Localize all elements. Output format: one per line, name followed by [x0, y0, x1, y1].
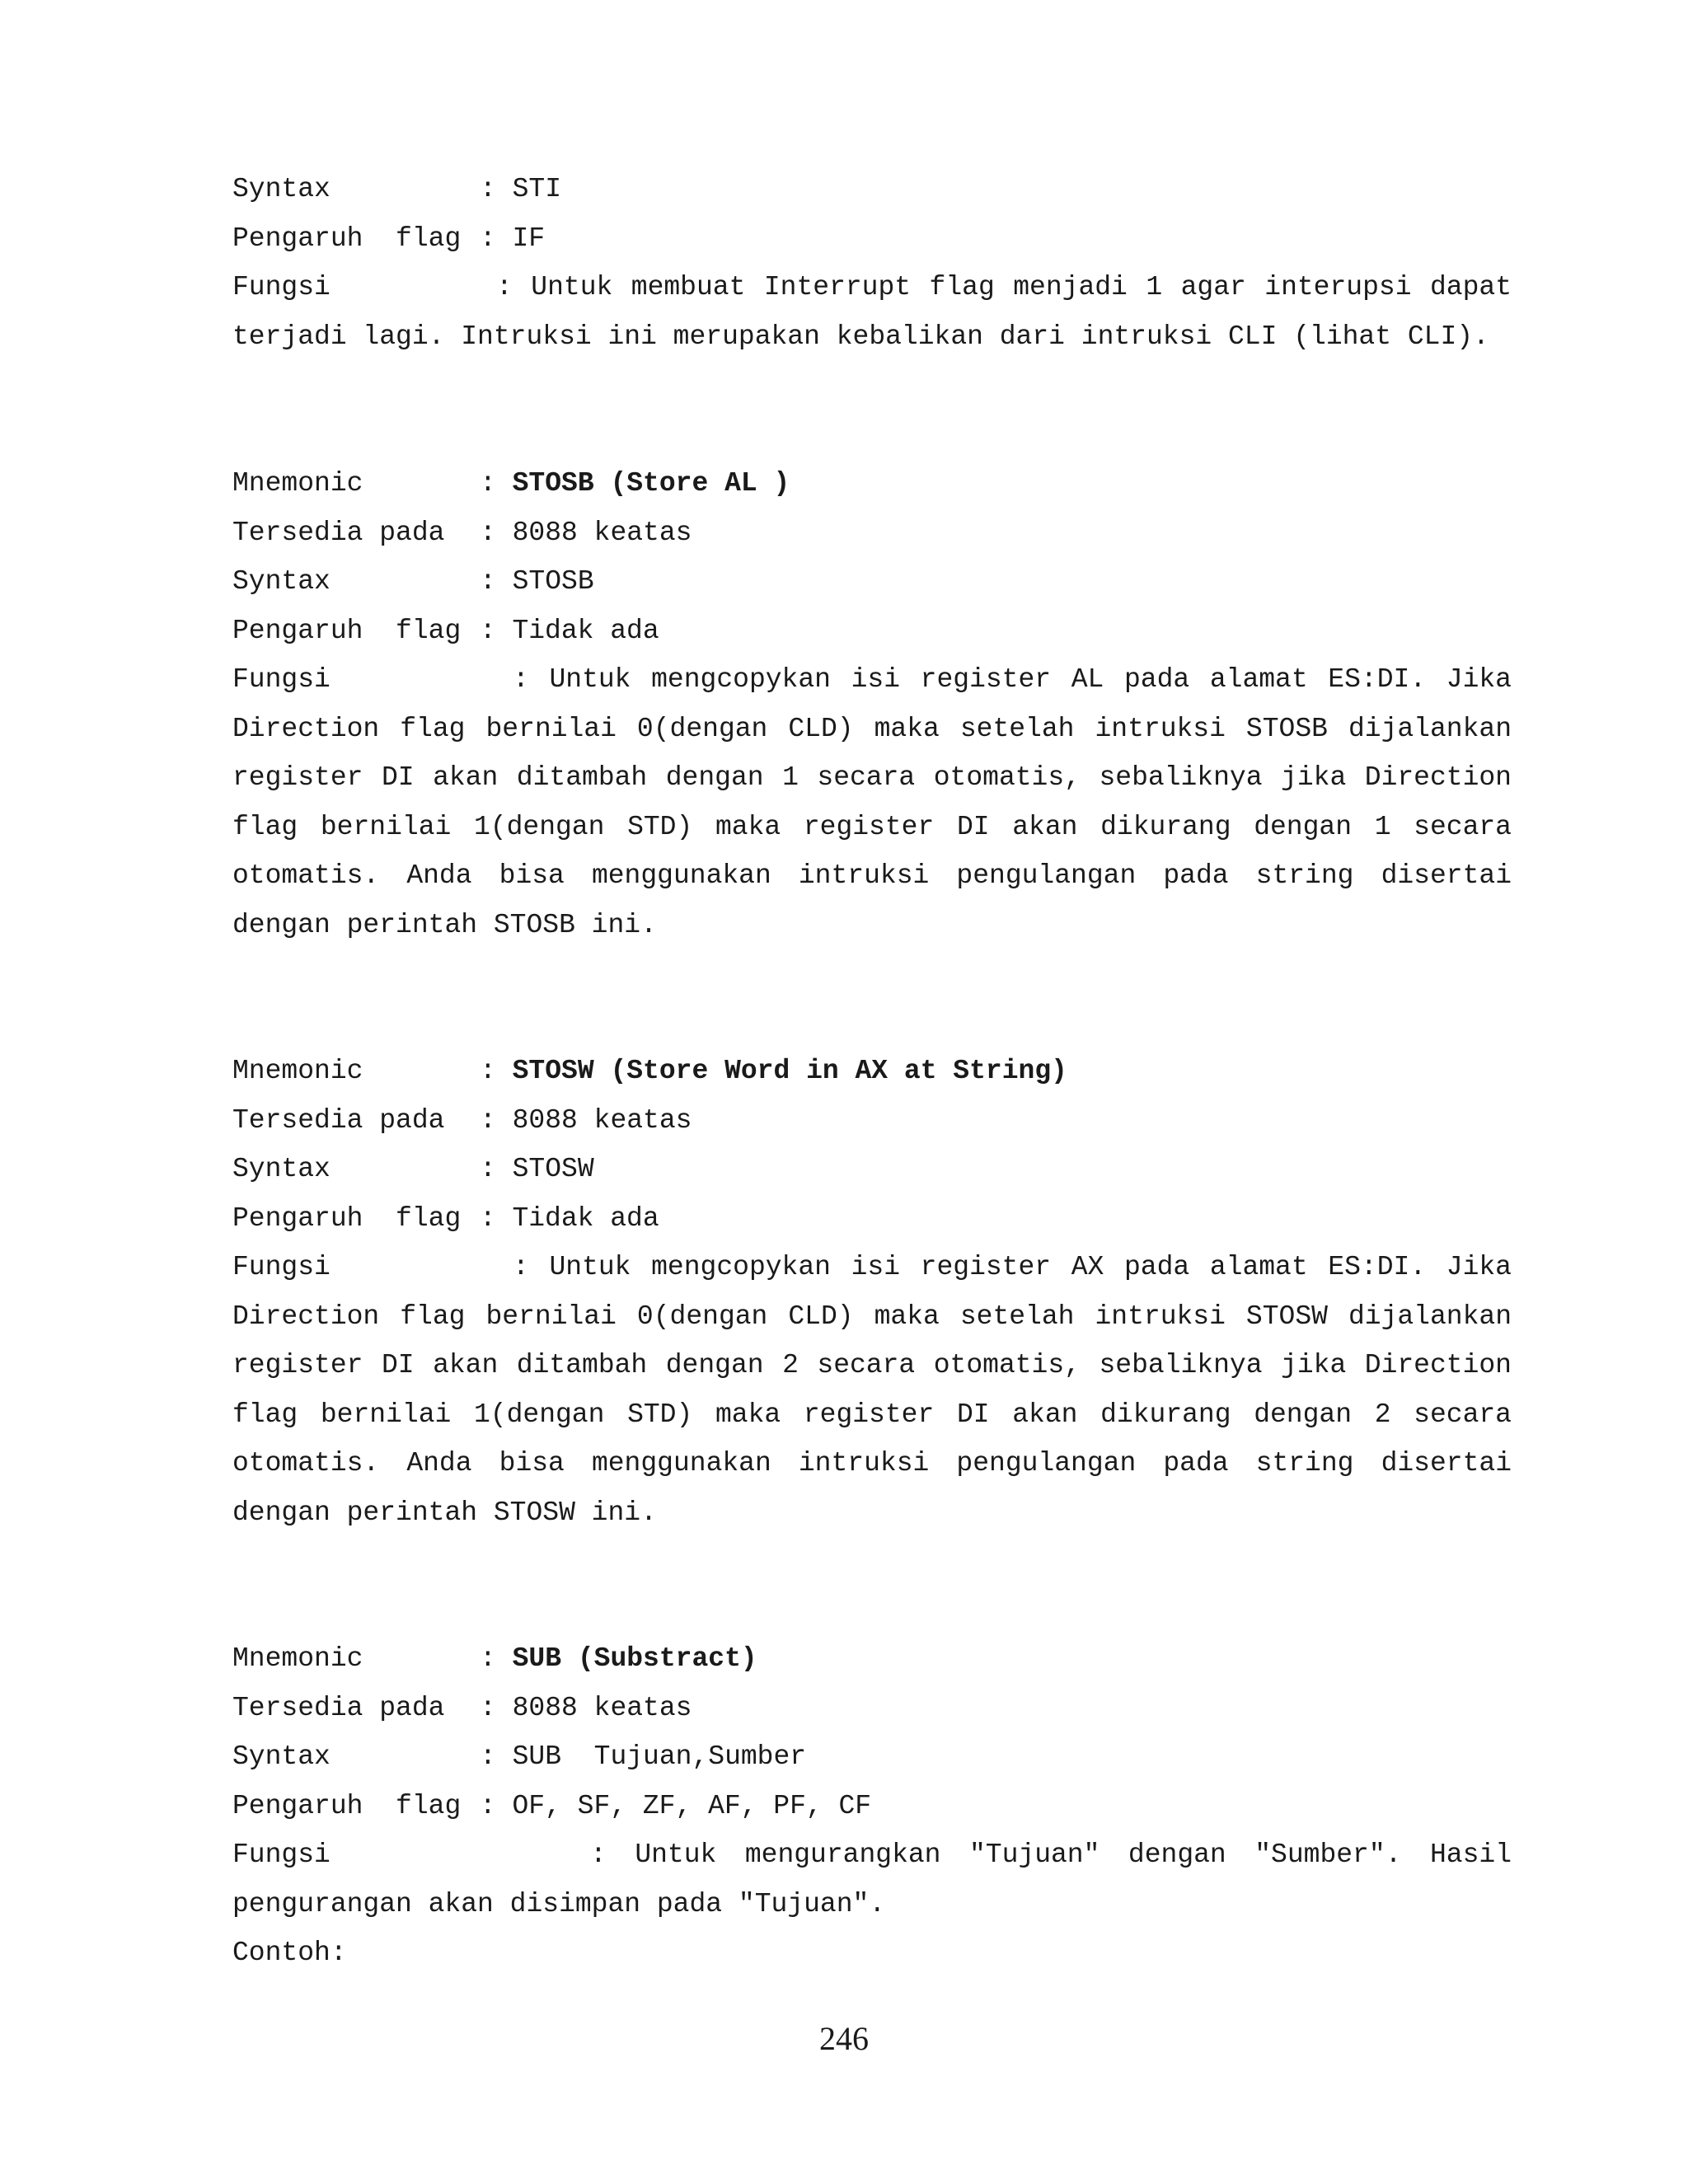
stosb-fungsi-row	[232, 663, 1512, 696]
stosw-fungsi-row	[232, 1251, 1512, 1284]
stosb-fungsi-line2: Direction flag bernilai 0(dengan CLD) maka setelah intruksi STOSB dijalankan	[232, 714, 1512, 744]
stosb-mnemonic-row	[232, 467, 790, 500]
stosw-flag-row	[232, 1202, 659, 1235]
colon: :	[513, 664, 529, 695]
stosb-mnemonic-value: STOSB (Store AL )	[512, 468, 790, 499]
sub-tersedia-row	[232, 1692, 692, 1725]
stosw-fungsi-line4: flag bernilai 1(dengan STD) maka register DI akan dikurang dengan 2 secara	[232, 1399, 1512, 1430]
sub-contoh-label: Contoh:	[232, 1938, 347, 1968]
syntax-label: Syntax	[232, 174, 331, 204]
mnemonic-label: Mnemonic	[232, 1643, 363, 1674]
colon: :	[480, 468, 496, 499]
stosw-mnemonic-value: STOSW (Store Word in AX at String)	[512, 1056, 1067, 1086]
stosw-fungsi-line2: Direction flag bernilai 0(dengan CLD) maka setelah intruksi STOSW dijalankan	[232, 1301, 1512, 1332]
colon: :	[479, 616, 496, 646]
pengaruh-label: Pengaruh flag	[232, 1203, 462, 1234]
stosb-flag-value: Tidak ada	[512, 616, 659, 646]
sub-fungsi-line1: Untuk mengurangkan "Tujuan" dengan "Sumber". Hasil	[635, 1840, 1512, 1870]
colon: :	[480, 1105, 496, 1136]
stosw-fungsi-line3: register DI akan ditambah dengan 2 secara otomatis, sebaliknya jika Direction	[232, 1350, 1512, 1380]
tersedia-label: Tersedia pada	[232, 1693, 445, 1723]
colon: :	[513, 1252, 529, 1282]
sub-syntax-row	[232, 1741, 806, 1774]
fungsi-label: Fungsi	[232, 1252, 331, 1282]
pengaruh-label: Pengaruh flag	[232, 616, 462, 646]
colon: :	[479, 1203, 496, 1234]
sub-fungsi-line2: pengurangan akan disimpan pada "Tujuan".	[232, 1889, 886, 1919]
stosb-tersedia-value: 8088 keatas	[512, 518, 692, 548]
sub-syntax-value: SUB Tujuan,Sumber	[512, 1741, 807, 1772]
sti-flag-value: IF	[512, 223, 546, 254]
sub-mnemonic-value: SUB (Substract)	[512, 1643, 757, 1674]
colon: :	[480, 1741, 496, 1772]
sti-fungsi-line1: Untuk membuat Interrupt flag menjadi 1 agar interupsi dapat	[531, 272, 1512, 302]
stosb-tersedia-row	[232, 517, 692, 550]
stosb-fungsi-line4: flag bernilai 1(dengan STD) maka register DI akan dikurang dengan 1 secara	[232, 812, 1512, 842]
stosw-fungsi-line1: Untuk mengcopykan isi register AX pada alamat ES:DI. Jika	[549, 1252, 1512, 1282]
stosw-tersedia-row	[232, 1104, 692, 1137]
fungsi-label: Fungsi	[232, 272, 331, 302]
stosb-fungsi-line5: otomatis. Anda bisa menggunakan intruksi pengulangan pada string disertai	[232, 860, 1512, 891]
tersedia-label: Tersedia pada	[232, 1105, 445, 1136]
colon: :	[479, 1791, 496, 1821]
mnemonic-label: Mnemonic	[232, 1056, 363, 1086]
colon: :	[590, 1840, 607, 1870]
syntax-label: Syntax	[232, 1741, 331, 1772]
sti-flag-row	[232, 223, 545, 255]
syntax-label: Syntax	[232, 1154, 331, 1184]
pengaruh-label: Pengaruh flag	[232, 223, 462, 254]
colon: :	[480, 1154, 496, 1184]
stosw-mnemonic-row	[232, 1055, 1067, 1088]
stosw-flag-value: Tidak ada	[512, 1203, 659, 1234]
colon: :	[496, 272, 513, 302]
sti-fungsi-line2: terjadi lagi. Intruksi ini merupakan kebalikan dari intruksi CLI (lihat CLI).	[232, 321, 1489, 352]
sub-flag-value: OF, SF, ZF, AF, PF, CF	[512, 1791, 872, 1821]
fungsi-label: Fungsi	[232, 664, 331, 695]
colon: :	[480, 566, 496, 597]
sub-tersedia-value: 8088 keatas	[512, 1693, 692, 1723]
pengaruh-label: Pengaruh flag	[232, 1791, 462, 1821]
stosw-tersedia-value: 8088 keatas	[512, 1105, 692, 1136]
sti-syntax-row	[232, 173, 561, 206]
sub-fungsi-row	[232, 1839, 1512, 1872]
sti-syntax-value: STI	[512, 174, 562, 204]
stosw-syntax-value: STOSW	[512, 1154, 594, 1184]
syntax-label: Syntax	[232, 566, 331, 597]
sti-fungsi-row	[232, 271, 1512, 304]
colon: :	[480, 1693, 496, 1723]
stosw-syntax-row	[232, 1153, 594, 1186]
colon: :	[479, 223, 496, 254]
stosb-fungsi-line6: dengan perintah STOSB ini.	[232, 910, 657, 940]
stosb-syntax-value: STOSB	[512, 566, 594, 597]
stosw-fungsi-line6: dengan perintah STOSW ini.	[232, 1497, 657, 1528]
stosw-fungsi-line5: otomatis. Anda bisa menggunakan intruksi pengulangan pada string disertai	[232, 1448, 1512, 1479]
colon: :	[480, 1643, 496, 1674]
tersedia-label: Tersedia pada	[232, 518, 445, 548]
mnemonic-label: Mnemonic	[232, 468, 363, 499]
colon: :	[480, 1056, 496, 1086]
fungsi-label: Fungsi	[232, 1840, 331, 1870]
page-number: 246	[819, 2020, 869, 2057]
colon: :	[480, 174, 496, 204]
stosb-syntax-row	[232, 565, 594, 598]
colon: :	[480, 518, 496, 548]
sub-mnemonic-row	[232, 1643, 757, 1675]
sub-flag-row	[232, 1790, 871, 1823]
stosb-fungsi-line1: Untuk mengcopykan isi register AL pada alamat ES:DI. Jika	[549, 664, 1512, 695]
stosb-fungsi-line3: register DI akan ditambah dengan 1 secara otomatis, sebaliknya jika Direction	[232, 762, 1512, 793]
stosb-flag-row	[232, 615, 659, 648]
